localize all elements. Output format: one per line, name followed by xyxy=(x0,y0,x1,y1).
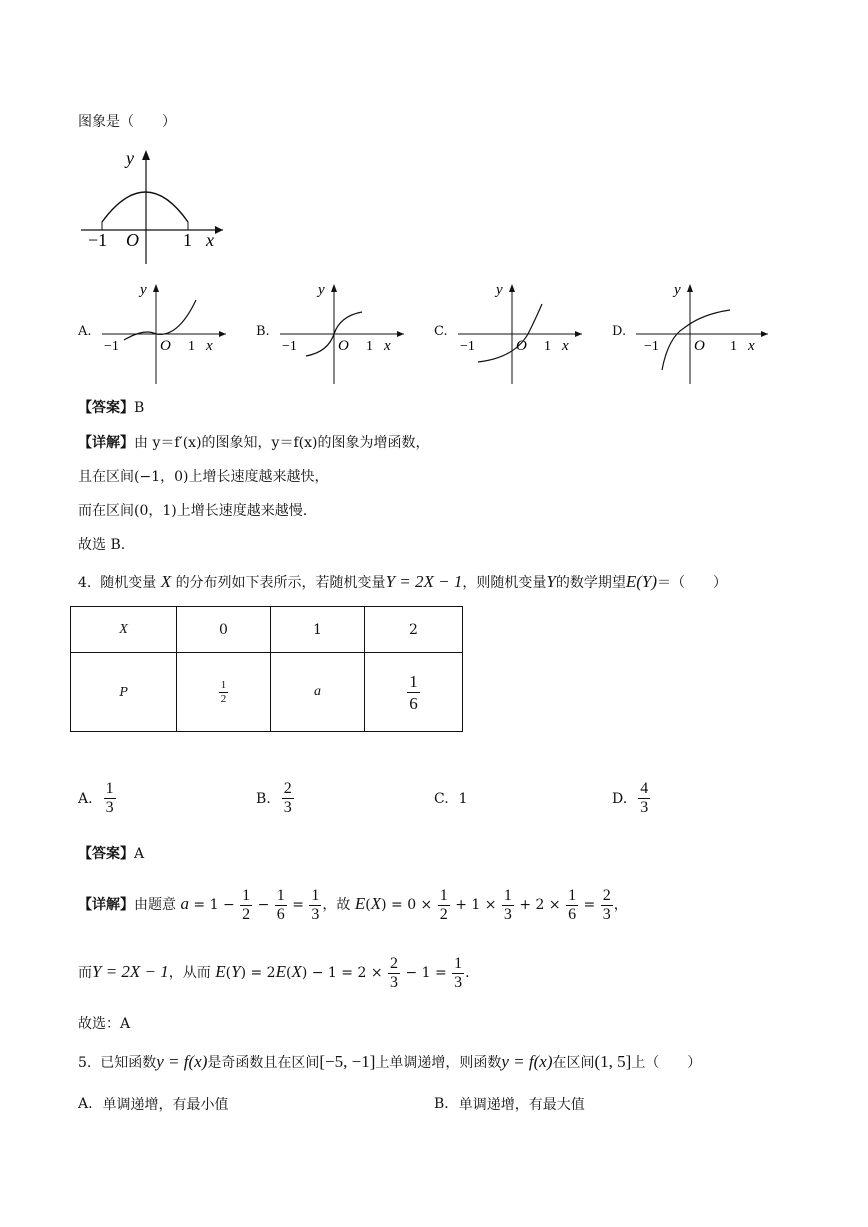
option-d[interactable] xyxy=(612,780,651,817)
answer-value: A xyxy=(134,846,145,862)
option-d-neg1-label: −1 xyxy=(644,339,659,354)
relation: Y = 2X − 1 xyxy=(92,962,169,981)
option-b-x-label: x xyxy=(384,338,391,354)
question-3-options xyxy=(78,282,798,386)
option-c-label: C. xyxy=(434,324,448,339)
function-expr: y = f(x) xyxy=(501,1052,553,1071)
distribution-table xyxy=(70,606,463,732)
option-d-x-label: x xyxy=(748,338,755,354)
option-c-origin-label: O xyxy=(516,338,527,354)
graph-origin-label: O xyxy=(126,230,139,250)
question-4-options xyxy=(78,780,798,824)
option-c-y-label: y xyxy=(496,282,503,298)
question-4-detail-line-2: 而Y = 2X − 1，从而 E(Y) = 2E(X) − 1 = 2 × $\frac{2}{3}$ − 1 = $\frac{1}{3}$ . xyxy=(78,954,470,991)
option-c[interactable] xyxy=(434,791,468,807)
stem-text: 上单调递增，则函数 xyxy=(375,1055,502,1071)
derivative-graph xyxy=(78,148,228,266)
option-d-pos1-label: 1 xyxy=(730,339,737,354)
question-3-detail-line-2: 且在区间(−1，0)上增长速度越来越快， xyxy=(78,469,329,485)
stem-text: ，则随机变量 xyxy=(462,575,547,591)
stem-text: 是奇函数且在区间 xyxy=(207,1055,320,1071)
option-a-neg1-label: −1 xyxy=(104,339,119,354)
stem-text: 的分布列如下表所示，若随机变量 xyxy=(175,575,386,591)
detail-text: ，从而 xyxy=(168,965,211,981)
option-d-y-label: y xyxy=(674,282,681,298)
stem-text: 上（ ） xyxy=(631,1055,702,1071)
question-3-detail-line-4: 故选 B. xyxy=(78,537,126,553)
graph-neg1-label: −1 xyxy=(88,230,108,250)
question-3-detail-line-3: 而在区间(0，1)上增长速度越来越慢. xyxy=(78,503,308,519)
stem-text: 在区间 xyxy=(552,1055,595,1071)
fraction-denominator: 2 xyxy=(220,692,227,705)
question-number: 4. xyxy=(78,575,92,591)
option-d-graph xyxy=(634,282,774,386)
option-a-pos1-label: 1 xyxy=(188,339,195,354)
fraction-numerator: 1 xyxy=(105,780,114,797)
option-d-label: D. xyxy=(612,324,627,339)
fraction-denominator: 6 xyxy=(409,693,418,713)
option-d-origin-label: O xyxy=(694,338,705,354)
question-5-stem xyxy=(78,1052,701,1073)
option-label: C. xyxy=(434,791,449,807)
fraction-denominator: 3 xyxy=(640,799,649,816)
question-4-answer xyxy=(78,844,144,864)
graph-pos1-label: 1 xyxy=(183,230,192,250)
option-c-neg1-label: −1 xyxy=(460,339,475,354)
question-4-detail-line-1: 【详解】由题意 a = 1 − $\frac{1}{2}$ − $\frac{1}{6}$ = $\frac{1}{3}$ ，故 E(X) = 0 × $\frac{1}{2}$ + 1 × $\frac{1}{3}$ + 2 × $\frac{1}{6}$ = $\frac{2}{3}$ ， xyxy=(78,886,628,923)
option-a[interactable] xyxy=(78,780,117,817)
answer-tag: 【答案】 xyxy=(78,400,134,416)
question-4-conclusion: 故选：A xyxy=(78,1016,131,1032)
option-label: A. xyxy=(78,790,93,807)
fraction-numerator: 2 xyxy=(283,780,292,797)
option-b-y-label: y xyxy=(318,282,325,298)
fraction-numerator: 1 xyxy=(220,678,227,691)
option-value: 1 xyxy=(458,791,468,807)
table-header-0: 0 xyxy=(177,607,271,653)
detail-tag: 【详解】 xyxy=(78,435,134,451)
option-a-graph xyxy=(100,282,230,386)
fraction-numerator: 4 xyxy=(640,780,649,797)
var-y: Y xyxy=(546,572,556,591)
graph-x-label: x xyxy=(206,230,214,250)
option-b-origin-label: O xyxy=(338,338,349,354)
option-b-label: B. xyxy=(256,324,270,339)
option-label: B. xyxy=(434,1096,449,1112)
option-b[interactable] xyxy=(256,780,295,817)
question-number: 5. xyxy=(78,1055,92,1071)
stem-text: 随机变量 xyxy=(100,575,157,591)
answer-tag: 【答案】 xyxy=(78,846,134,862)
question-4-stem xyxy=(78,572,727,593)
relation: Y = 2X − 1 xyxy=(385,572,463,591)
option-text: 单调递增，有最小值 xyxy=(102,1097,229,1113)
stem-text: 已知函数 xyxy=(100,1055,157,1071)
function-expr: y = f(x) xyxy=(156,1052,208,1071)
table-row xyxy=(71,607,463,653)
detail-text: 由 y＝f′(x)的图象知，y＝f(x)的图象为增函数， xyxy=(134,435,430,451)
table-cell-p2 xyxy=(365,653,463,732)
detail-text: 而 xyxy=(78,965,92,981)
option-c[interactable] xyxy=(434,282,594,386)
option-a-y-label: y xyxy=(140,282,147,298)
detail-text: ，故 xyxy=(322,897,351,913)
option-a-label: A. xyxy=(78,324,92,339)
option-d[interactable] xyxy=(612,282,782,386)
fraction-denominator: 3 xyxy=(105,799,114,816)
option-label: A. xyxy=(78,1096,93,1112)
question-3-stem-tail: 图象是（ ） xyxy=(78,114,176,130)
detail-text: 由题意 xyxy=(134,897,176,913)
question-3-detail-line-1 xyxy=(78,433,429,453)
option-b[interactable] xyxy=(256,282,416,386)
table-header-2: 2 xyxy=(365,607,463,653)
detail-tag: 【详解】 xyxy=(78,897,134,913)
table-header-1: 1 xyxy=(271,607,365,653)
table-header-x: X xyxy=(71,607,177,653)
table-row xyxy=(71,653,463,732)
option-b[interactable] xyxy=(434,1094,585,1114)
option-c-graph xyxy=(456,282,586,386)
option-a[interactable] xyxy=(78,282,238,386)
stem-text: 的数学期望 xyxy=(555,575,626,591)
stem-text: ＝（ ） xyxy=(657,575,727,591)
graph-y-label: y xyxy=(126,148,134,168)
fraction-numerator: 1 xyxy=(409,671,418,691)
table-cell-p0 xyxy=(177,653,271,732)
answer-value: B xyxy=(134,400,145,416)
option-text: 单调递增，有最大值 xyxy=(458,1097,585,1113)
question-3-answer xyxy=(78,398,144,418)
interval-2: (1, 5] xyxy=(594,1052,632,1071)
option-a[interactable] xyxy=(78,1094,229,1114)
option-a-origin-label: O xyxy=(160,338,171,354)
option-b-pos1-label: 1 xyxy=(366,339,373,354)
fraction-denominator: 3 xyxy=(283,799,292,816)
var-x: X xyxy=(160,572,172,591)
option-c-x-label: x xyxy=(562,338,569,354)
interval-1: [−5, −1] xyxy=(319,1052,376,1071)
option-label: D. xyxy=(612,790,628,807)
option-c-pos1-label: 1 xyxy=(544,339,551,354)
option-b-graph xyxy=(278,282,408,386)
table-cell-p1: a xyxy=(271,653,365,732)
table-row-label-p: P xyxy=(71,653,177,732)
expectation: E(Y) xyxy=(625,572,657,591)
option-b-neg1-label: −1 xyxy=(282,339,297,354)
question-5-options xyxy=(78,1094,798,1116)
option-a-x-label: x xyxy=(206,338,213,354)
option-label: B. xyxy=(256,790,271,807)
